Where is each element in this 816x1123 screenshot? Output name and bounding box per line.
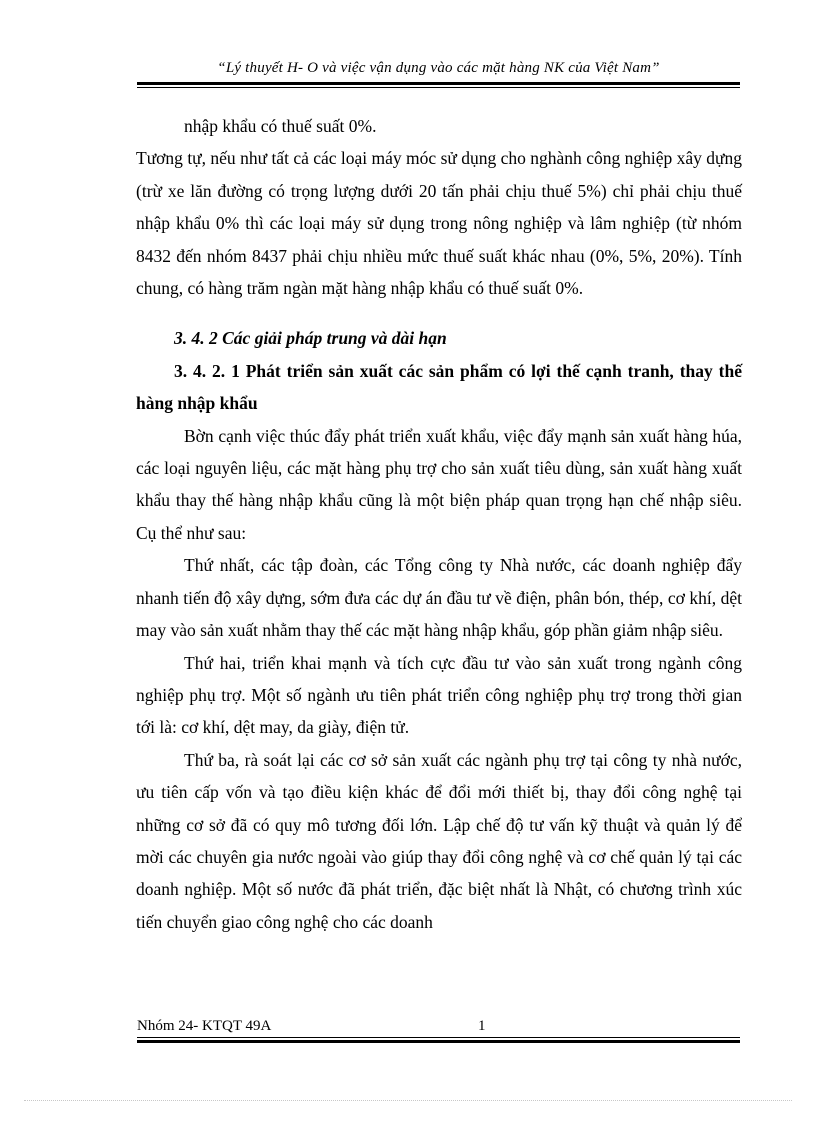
- paragraph-second-measure: Thứ hai, triển khai mạnh và tích cực đầu tư vào sản xuất trong ngành công nghiệp phụ trợ. Một số ngành ưu tiên phát triển công nghiệp phụ trợ trong thời gian tới là: cơ khí, dệt may, da giày, điện tử.: [136, 652, 742, 738]
- section-heading-3-4-2-1: 3. 4. 2. 1 Phát triển sản xuất các sản phẩm có lợi thế cạnh tranh, thay thế hàng nhập khẩu: [136, 360, 742, 414]
- page-header-title: “Lý thuyết H- O và việc vận dụng vào các mặt hàng NK của Việt Nam”: [217, 60, 660, 76]
- header-rule-thick: [137, 82, 740, 85]
- paragraph-third-measure: Thứ ba, rà soát lại các cơ sở sản xuất các ngành phụ trợ tại công ty nhà nước, ưu tiên cấp vốn và tạo điều kiện khác để đổi mới thiết bị, thay đổi công nghệ tại những cơ sở đã có quy mô tương đối lớn. Lập chế độ tư vấn kỹ thuật và quản lý để mời các chuyên gia nước ngoài vào giúp thay đổi công nghệ và cơ chế quản lý tại các doanh nghiệp. Một số nước đã phát triển, đặc biệt nhất là Nhật, có chương trình xúc tiến chuyển giao công nghệ cho các doanh: [136, 749, 742, 932]
- document-body: [136, 110, 742, 938]
- page-boundary-line: [24, 1100, 792, 1101]
- paragraph-tariff-machinery: Tương tự, nếu như tất cả các loại máy móc sử dụng cho nghành công nghiệp xây dựng (trừ xe lăn đường có trọng lượng dưới 20 tấn phải chịu thuế 5%) chỉ phải chịu thuế nhập khẩu 0% thì các loại máy sử dụng trong nông nghiệp và lâm nghiệp (từ nhóm 8432 đến nhóm 8437 phải chịu nhiều mức thuế suất khác nhau (0%, 5%, 20%). Tính chung, có hàng trăm ngàn mặt hàng nhập khẩu có thuế suất 0%.: [136, 148, 742, 299]
- paragraph-first-measure: Thứ nhất, các tập đoàn, các Tổng công ty Nhà nước, các doanh nghiệp đẩy nhanh tiến độ xây dựng, sớm đưa các dự án đầu tư về điện, phân bón, thép, cơ khí, dệt may vào sản xuất nhằm thay thế các mặt hàng nhập khẩu, góp phần giảm nhập siêu.: [136, 555, 742, 641]
- section-heading-3-4-2: 3. 4. 2 Các giải pháp trung và dài hạn: [174, 328, 447, 349]
- footer-rule-thick: [137, 1040, 740, 1043]
- footer-rule-thin: [137, 1037, 740, 1038]
- paragraph-continuation: nhập khẩu có thuế suất 0%.: [184, 116, 377, 136]
- paragraph-import-substitution: Bờn cạnh việc thúc đẩy phát triển xuất khẩu, việc đẩy mạnh sản xuất hàng húa, các loại nguyên liệu, các mặt hàng phụ trợ cho sản xuất tiêu dùng, sản xuất hàng xuất khẩu thay thế hàng nhập khẩu cũng là một biện pháp quan trọng hạn chế nhập siêu. Cụ thể như sau:: [136, 425, 742, 543]
- footer-group-label: Nhóm 24- KTQT 49A: [137, 1018, 272, 1034]
- page-number: 1: [478, 1018, 486, 1034]
- header-rule-thin: [137, 87, 740, 88]
